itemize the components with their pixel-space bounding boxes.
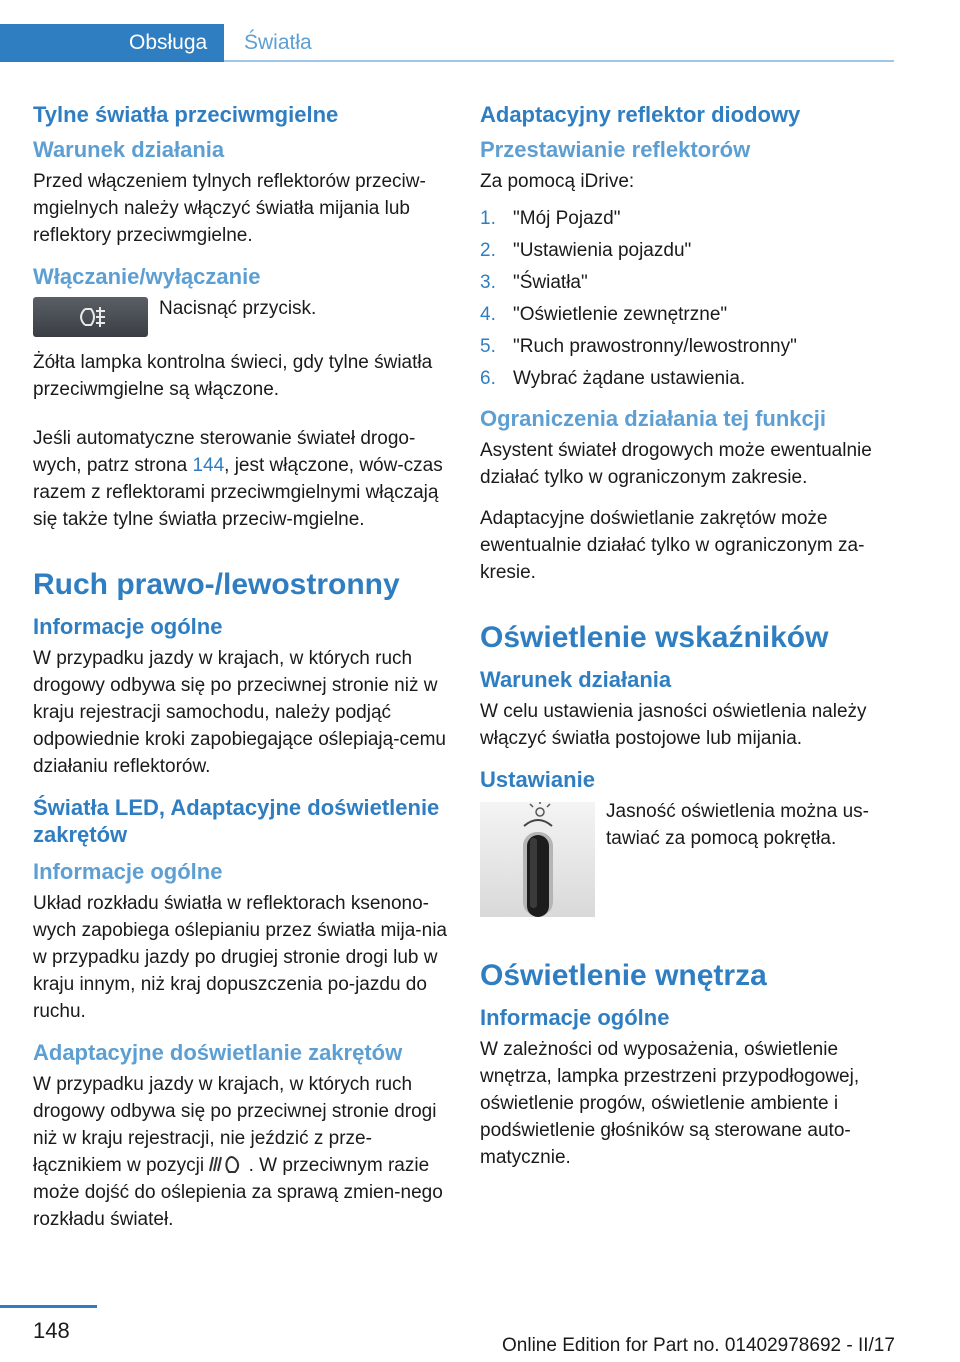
section-title-interior-lighting: Oświetlenie wnętrza [480, 959, 767, 992]
list-item: 6. Wybrać żądane ustawienia. [480, 368, 746, 389]
instrument-lighting-knob-icon [480, 802, 595, 917]
idrive-steps [480, 203, 898, 395]
section-title-led: Światła LED, Adaptacyjne doświetlenie zakrętów [33, 795, 440, 847]
knob-instruction [480, 798, 898, 918]
section-title-led-headlight: Adaptacyjny reflektor diodowy [480, 102, 801, 127]
paragraph-limits-2: Adaptacyjne doświetlanie zakrętów może ewentualnie działać tylko w ograniczonym za‐kresie. [480, 508, 865, 583]
automatic-headlight-icon [209, 1153, 243, 1175]
paragraph-interior-info: W zależności od wyposażenia, oświetlenie wnętrza, lampka przestrzeni przypodłogowej, oświetlenie progów, oświetlenie ambiente i podświetlenie głośników są sterowane auto‐matycznie. [480, 1039, 860, 1168]
list-item: 1. "Mój Pojazd" [480, 208, 621, 229]
rear-fog-light-icon [33, 297, 148, 337]
tab-obsluga[interactable] [0, 24, 224, 62]
subheading-setting: Ustawianie [480, 767, 595, 792]
subheading-adaptive-cornering: Adaptacyjne doświetlanie zakrętów [33, 1040, 403, 1065]
subheading-general-info-2: Informacje ogólne [33, 859, 223, 884]
tab-swiatla[interactable]: Światła [244, 31, 312, 54]
paragraph-condition-2: W celu ustawienia jasności oświetlenia należy włączyć światła postojowe lub mijania. [480, 701, 867, 749]
left-column [33, 100, 451, 1247]
knob-text: Jasność oświetlenia można us‐tawiać za pomocą pokrętła. [606, 801, 869, 849]
auto-text-b: , jest włączone, wów‐czas razem z reflektorami przeciwmgielnymi włączają się także tylne światła przeciw‐mgielne. [33, 455, 443, 530]
list-item: 2. "Ustawienia pojazdu" [480, 240, 692, 261]
paragraph-automatic [33, 425, 451, 533]
press-button-text: Nacisnąć przycisk. [159, 298, 317, 319]
list-item: 3. "Światła" [480, 272, 588, 293]
button-instruction [33, 295, 451, 353]
paragraph-condition: Przed włączeniem tylnych reflektorów przeciw‐mgielnych należy włączyć światła mijania lub reflektory przeciwmgielne. [33, 171, 426, 246]
subheading-limits: Ograniczenia działania tej funkcji [480, 406, 826, 431]
header-bar [0, 0, 960, 62]
adapt-text-b: . W przeciwnym razie może dojść do oślepienia za sprawą zmien‐nego rozkładu świateł. [33, 1155, 443, 1230]
adapt-text-a: W przypadku jazdy w krajach, w których ruch drogowy odbywa się po przeciwnej stronie drogi niż w kraju rejestracji, nie jeździć z prze‐łącznikiem w pozycji [33, 1074, 437, 1176]
edition-info: Online Edition for Part no. 01402978692 - II/17 [502, 1335, 895, 1356]
page-link-144[interactable]: 144 [192, 455, 225, 476]
subheading-condition-2: Warunek działania [480, 667, 672, 692]
paragraph-traffic-info: W przypadku jazdy w krajach, w których ruch drogowy odbywa się po przeciwnej stronie niż w kraju rejestracji samochodu, należy podjąć odpowiednie kroki zapobiegające oślepiają‐cemu działaniu reflektorów. [33, 648, 446, 777]
section-title-instrument-lighting: Oświetlenie wskaźników [480, 621, 829, 654]
paragraph-adaptive-cornering [33, 1071, 451, 1233]
header-divider [224, 60, 894, 62]
section-title-traffic: Ruch prawo-/lewostronny [33, 568, 400, 601]
indicator-text [33, 349, 451, 403]
subheading-adjust: Przestawianie reflektorów [480, 137, 751, 162]
footer-divider [0, 1305, 97, 1308]
indicator-text-content: Żółta lampka kontrolna świeci, gdy tylne światła przeciwmgielne są włączone. [33, 352, 433, 400]
subheading-onoff: Włączanie/wyłączanie [33, 264, 261, 289]
section-title-rear-fog: Tylne światła przeciwmgielne [33, 102, 339, 127]
tab-obsluga-label: Obsługa [129, 31, 208, 54]
paragraph-limits-1: Asystent świateł drogowych może ewentualnie działać tylko w ograniczonym zakresie. [480, 440, 872, 488]
subheading-general-info-3: Informacje ogólne [480, 1005, 670, 1030]
right-column [480, 100, 898, 1185]
list-item: 4. "Oświetlenie zewnętrzne" [480, 304, 728, 325]
subheading-general-info: Informacje ogólne [33, 614, 223, 639]
paragraph-led-info: Układ rozkładu światła w reflektorach ksenono‐wych zapobiega oślepianiu przez światła mija‐nia w przypadku jazdy po drugiej stronie drogi lub w kraju innym, niż kraj dopuszczenia po‐jazdu do ruchu. [33, 893, 447, 1022]
list-item: 5. "Ruch prawostronny/lewostronny" [480, 336, 797, 357]
auto-text-a: Jeśli automatyczne sterowanie świateł drogo‐wych, patrz strona [33, 428, 416, 476]
subheading-condition: Warunek działania [33, 137, 225, 162]
idrive-intro: Za pomocą iDrive: [480, 171, 635, 192]
page-number: 148 [33, 1318, 70, 1343]
